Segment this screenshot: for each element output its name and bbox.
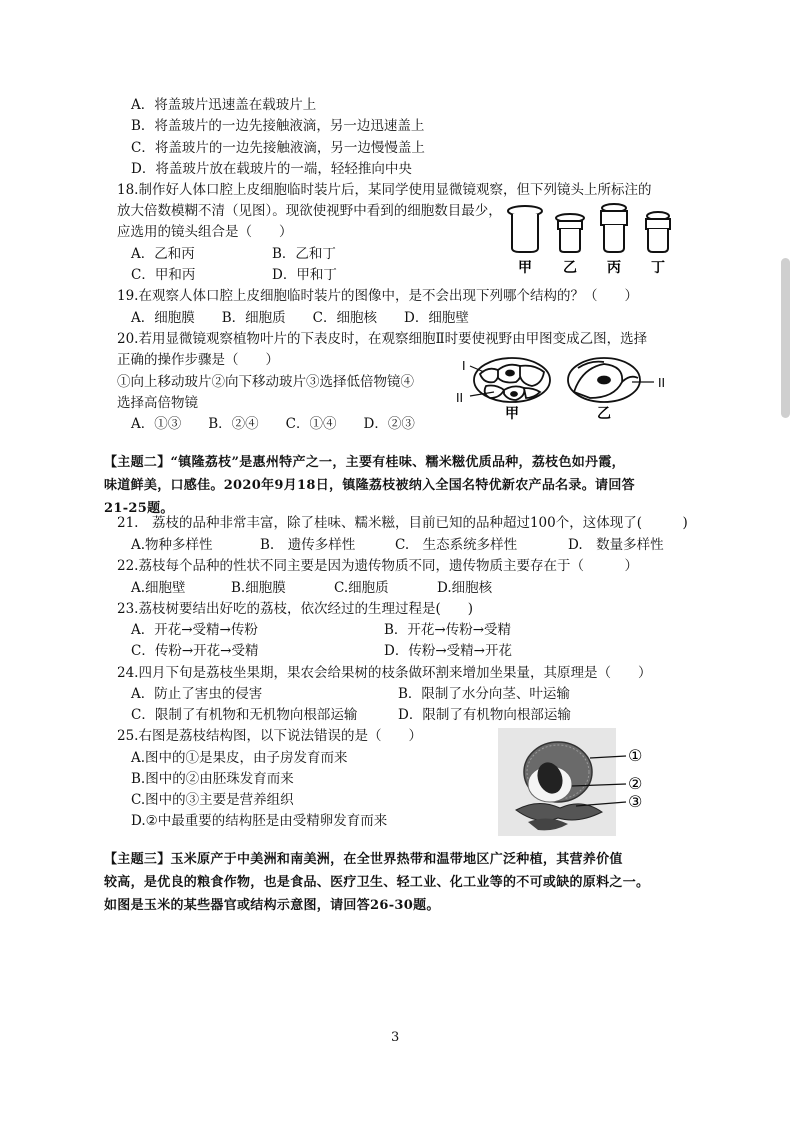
q18-option-a: A．乙和丙	[131, 246, 195, 262]
q22-option-c: C.细胞质	[334, 580, 389, 596]
lens-ding	[646, 212, 670, 252]
q23-option-b: B．开花→传粉→受精	[384, 622, 512, 638]
q25-option-a: A.图中的①是果皮，由子房发育而来	[131, 750, 348, 766]
lens-bing	[601, 204, 627, 252]
q17-option-c: C．将盖玻片的一边先接触液滴，另一边慢慢盖上	[131, 140, 425, 156]
topic2-line3: 21-25题。	[104, 501, 174, 516]
q20-stem-line1: 20.若用显微镜观察植物叶片的下表皮时，在观察细胞Ⅱ时要使视野由甲图变成乙图，选择	[117, 331, 648, 347]
label-jia: 甲	[505, 406, 519, 422]
page-number: 3	[391, 1030, 400, 1045]
label-cell-I: I	[462, 359, 466, 373]
label-cell-II-right: II	[658, 376, 666, 390]
q20-stem-line3: ①向上移动玻片②向下移动玻片③选择低倍物镜④	[117, 374, 414, 390]
topic3-line2: 较高，是优良的粮食作物，也是食品、医疗卫生、轻工业、化工业等的不可或缺的原料之一。	[104, 875, 650, 890]
scrollbar[interactable]	[781, 258, 790, 418]
lens-yi	[556, 214, 584, 252]
q25-option-d: D.②中最重要的结构胚是由受精卵发育而来	[131, 813, 388, 829]
q19-options: A．细胞膜 B．细胞质 C．细胞核 D．细胞壁	[131, 310, 469, 326]
q21-option-a: A.物种多样性	[131, 537, 213, 553]
lens-label-bing: 丙	[607, 260, 621, 276]
q17-option-d: D．将盖玻片放在载玻片的一端，轻轻推向中央	[131, 161, 412, 177]
q20-stem-line4: 选择高倍物镜	[117, 395, 198, 411]
q17-option-b: B．将盖玻片的一边先接触液滴，另一边迅速盖上	[131, 118, 425, 134]
label-cell-II-left: II	[456, 391, 464, 405]
field-yi	[568, 358, 640, 402]
lens-jia	[508, 206, 542, 252]
q18-stem-line1: 18.制作好人体口腔上皮细胞临时装片后，某同学使用显微镜观察，但下列镜头上所标注的	[117, 182, 652, 198]
q23-option-d: D．传粉→受精→开花	[384, 643, 512, 659]
field-jia	[474, 358, 550, 402]
topic3-line1: 【主题三】玉米原产于中美洲和南美洲，在全世界热带和温带地区广泛种植，其营养价值	[104, 852, 623, 867]
q24-option-d: D．限制了有机物向根部运输	[398, 707, 571, 723]
q22-option-b: B.细胞膜	[231, 580, 286, 596]
q23-option-c: C．传粉→开花→受精	[131, 643, 259, 659]
q24-option-c: C．限制了有机物和无机物向根部运输	[131, 707, 358, 723]
lychee-label-1: ①	[628, 746, 643, 765]
lychee-label-2: ②	[628, 774, 643, 793]
q23-stem: 23.荔枝树要结出好吃的荔枝，依次经过的生理过程是( )	[117, 601, 474, 617]
topic3-intro	[104, 848, 690, 917]
q20-stem-line2: 正确的操作步骤是（ ）	[117, 352, 279, 368]
q18-stem-line2: 放大倍数模糊不清（见图）。现欲使视野中看到的细胞数目最少，	[117, 203, 502, 219]
q18-stem-line3: 应选用的镜头组合是（ ）	[117, 224, 293, 240]
label-yi: 乙	[597, 406, 611, 422]
lychee-label-3: ③	[628, 792, 643, 811]
q21-stem: 21. 荔枝的品种非常丰富，除了桂味、糯米糍，目前已知的品种超过100个，这体现了( )	[117, 515, 688, 531]
q24-stem: 24.四月下旬是荔枝坐果期，果农会给果树的枝条做环割来增加坐果量，其原理是（ ）	[117, 665, 652, 681]
q17-option-a: A．将盖玻片迅速盖在载玻片上	[131, 97, 317, 113]
q22-option-a: A.细胞壁	[131, 580, 186, 596]
lychee-structure-figure	[498, 728, 668, 840]
q23-option-a: A．开花→受精→传粉	[131, 622, 258, 638]
q22-stem: 22.荔枝每个品种的性状不同主要是因为遗传物质不同，遗传物质主要存在于（ ）	[117, 558, 638, 574]
q24-option-a: A．防止了害虫的侵害	[131, 686, 263, 702]
q21-option-b: B. 遗传多样性	[260, 537, 356, 553]
q18-option-d: D．甲和丁	[272, 267, 337, 283]
topic2-line1: 【主题二】“镇隆荔枝”是惠州特产之一，主要有桂味、糯米糍优质品种，荔枝色如丹霞，	[104, 455, 625, 470]
microscope-field-figure	[454, 352, 690, 428]
q21-option-d: D. 数量多样性	[568, 537, 664, 553]
topic2-line2: 味道鲜美，口感佳。2020年9月18日，镇隆荔枝被纳入全国名特优新农产品名录。请回答	[104, 478, 635, 493]
q22-option-d: D.细胞核	[437, 580, 493, 596]
q20-options: A．①③ B．②④ C．①④ D．②③	[131, 416, 415, 432]
q25-stem: 25.右图是荔枝结构图，以下说法错误的是（ ）	[117, 728, 422, 744]
q25-option-b: B.图中的②由胚珠发育而来	[131, 771, 294, 787]
lens-label-jia: 甲	[518, 260, 532, 276]
q18-option-c: C．甲和丙	[131, 267, 196, 283]
lens-label-ding: 丁	[651, 260, 665, 276]
q24-option-b: B．限制了水分向茎、叶运输	[398, 686, 570, 702]
q18-option-b: B．乙和丁	[272, 246, 336, 262]
lens-label-yi: 乙	[563, 260, 577, 276]
q19-stem: 19.在观察人体口腔上皮细胞临时装片的图像中，是不会出现下列哪个结构的？（ ）	[117, 288, 638, 304]
q25-option-c: C.图中的③主要是营养组织	[131, 792, 294, 808]
topic3-line3: 如图是玉米的某些器官或结构示意图，请回答26-30题。	[104, 898, 440, 913]
topic2-intro	[104, 451, 690, 520]
lens-figure	[498, 200, 698, 280]
q21-option-c: C. 生态系统多样性	[395, 537, 518, 553]
